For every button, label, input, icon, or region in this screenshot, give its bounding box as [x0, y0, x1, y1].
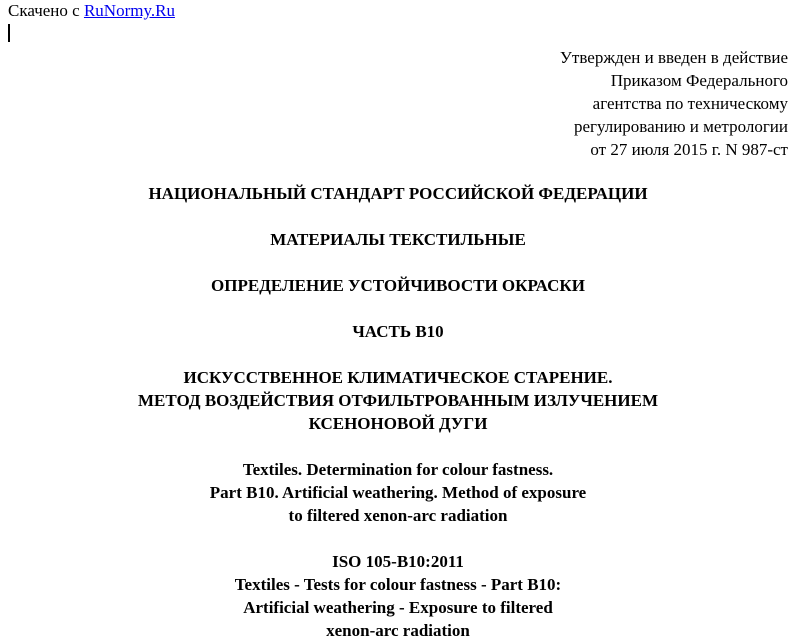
approval-line: агентства по техническому: [592, 94, 788, 113]
materials-heading-text: МАТЕРИАЛЫ ТЕКСТИЛЬНЫЕ: [270, 230, 526, 249]
iso-title-line: Artificial weathering - Exposure to filtered: [243, 598, 553, 617]
standard-heading-text: НАЦИОНАЛЬНЫЙ СТАНДАРТ РОССИЙСКОЙ ФЕДЕРАЦИИ: [148, 184, 648, 203]
iso-title-line: xenon-arc radiation: [326, 621, 470, 640]
approval-line: Утвержден и введен в действие: [559, 48, 788, 67]
iso-title-line: Textiles - Tests for colour fastness - Part B10:: [234, 575, 562, 594]
english-title: [0, 458, 790, 527]
standard-heading: [0, 182, 790, 205]
english-title-line: Textiles. Determination for colour fastness.: [242, 460, 554, 479]
iso-reference: [0, 550, 790, 642]
determination-heading-text: ОПРЕДЕЛЕНИЕ УСТОЙЧИВОСТИ ОКРАСКИ: [211, 276, 585, 295]
english-title-line: to filtered xenon-arc radiation: [288, 506, 508, 525]
materials-heading: [0, 228, 790, 251]
english-title-line: Part B10. Artificial weathering. Method of exposure: [209, 483, 587, 502]
download-source-prefix: Скачено с: [8, 1, 80, 20]
subject-line: ИСКУССТВЕННОЕ КЛИМАТИЧЕСКОЕ СТАРЕНИЕ.: [183, 368, 613, 387]
subject-line: КСЕНОНОВОЙ ДУГИ: [308, 414, 488, 433]
approval-line: Приказом Федерального: [610, 71, 788, 90]
text-cursor: [8, 24, 10, 42]
approval-block: [560, 46, 788, 161]
approval-line: регулированию и метрологии: [573, 117, 788, 136]
part-heading: [0, 320, 790, 343]
determination-heading: [0, 274, 790, 297]
download-source-line: [8, 0, 175, 22]
part-heading-text: ЧАСТЬ B10: [352, 322, 444, 341]
iso-code: ISO 105-B10:2011: [332, 552, 464, 571]
subject-heading: [0, 366, 790, 435]
approval-line: от 27 июля 2015 г. N 987-ст: [590, 140, 788, 159]
subject-line: МЕТОД ВОЗДЕЙСТВИЯ ОТФИЛЬТРОВАННЫМ ИЗЛУЧЕНИЕМ: [138, 391, 658, 410]
runormy-link[interactable]: RuNormy.Ru: [83, 1, 175, 20]
